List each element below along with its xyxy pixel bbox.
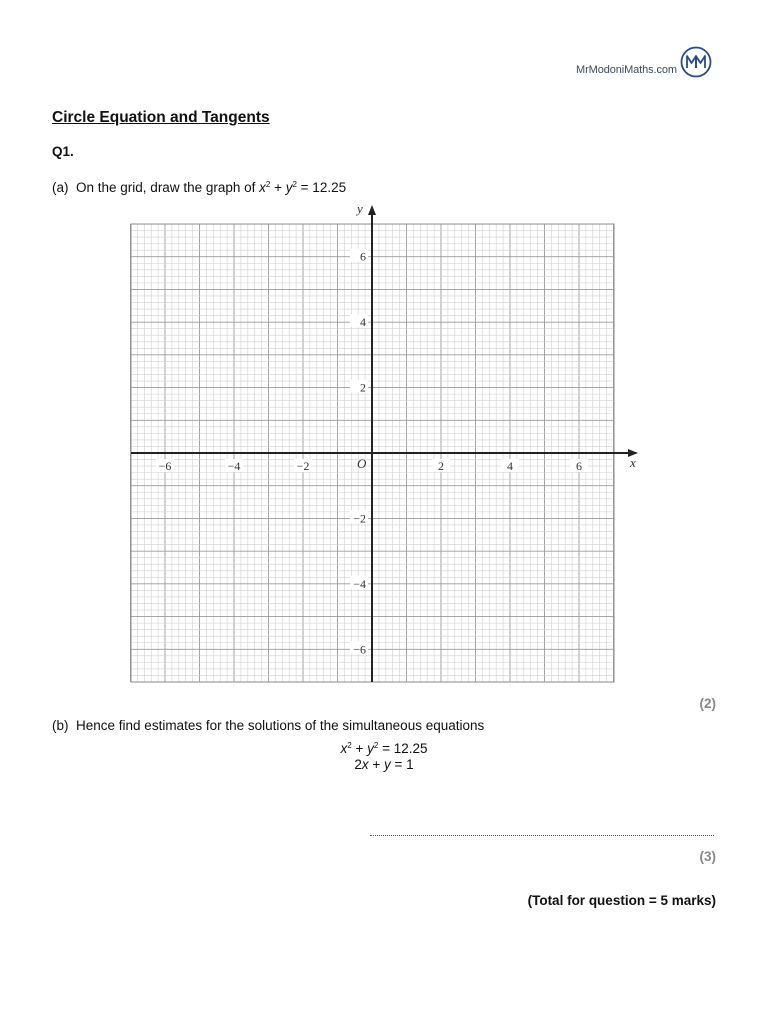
y-axis-label: y	[357, 201, 363, 216]
y-tick-label: 4	[360, 315, 366, 330]
coefficient: 2	[354, 757, 362, 772]
var-x: x	[259, 180, 266, 195]
part-a-prompt: (a) On the grid, draw the graph of $x^2 + y^2 = 12.25$	[52, 180, 347, 195]
y-axis-arrow	[368, 205, 376, 215]
x-tick-label: 4	[507, 459, 513, 473]
part-b-text: Hence find estimates for the solutions of the simultaneous equations	[76, 718, 485, 733]
x-tick-label: 6	[576, 459, 582, 473]
power: 2	[373, 741, 379, 750]
power: 2	[265, 180, 271, 189]
power: 2	[347, 741, 352, 750]
var-y: y	[285, 180, 293, 195]
part-b-marks: (3)	[699, 849, 716, 864]
answer-line[interactable]	[370, 829, 714, 836]
power: 2	[292, 180, 297, 189]
worksheet-title: Circle Equation and Tangents	[52, 109, 270, 126]
x-axis-label: x	[630, 455, 636, 470]
part-a-text: On the grid, draw the graph of	[76, 180, 260, 195]
equation-2: 2x + y = 1	[354, 757, 414, 772]
var-x: x	[361, 757, 369, 772]
y-tick-label: 6	[360, 249, 366, 264]
equation-rest: = 1	[390, 757, 414, 772]
var-y: y	[384, 757, 391, 772]
y-tick-label: −6	[353, 642, 366, 657]
x-tick-label: −6	[158, 459, 172, 473]
equation-rest: = 12.25	[296, 180, 347, 195]
y-tick-label: −2	[353, 511, 366, 526]
total-marks: (Total for question = 5 marks)	[527, 893, 716, 908]
var-x: x	[340, 741, 348, 756]
equation-1: $x^2 + y^2 = 12.25$	[340, 741, 428, 756]
y-tick-label: 2	[360, 380, 366, 395]
part-a-label: (a)	[52, 180, 69, 195]
x-tick-label: −4	[227, 459, 241, 473]
part-b-prompt	[52, 718, 484, 733]
var-y: y	[367, 741, 374, 756]
x-tick-label: −2	[296, 459, 310, 473]
x-tick-label: 2	[438, 459, 444, 473]
part-b-label: (b)	[52, 718, 69, 733]
part-a-marks: (2)	[699, 696, 716, 711]
origin-label: O	[357, 456, 367, 471]
equation-rest: = 12.25	[378, 741, 428, 756]
question-number: Q1.	[52, 144, 74, 159]
y-tick-label: −4	[353, 576, 366, 591]
site-logo-text: MrModoniMaths.com	[576, 64, 677, 76]
